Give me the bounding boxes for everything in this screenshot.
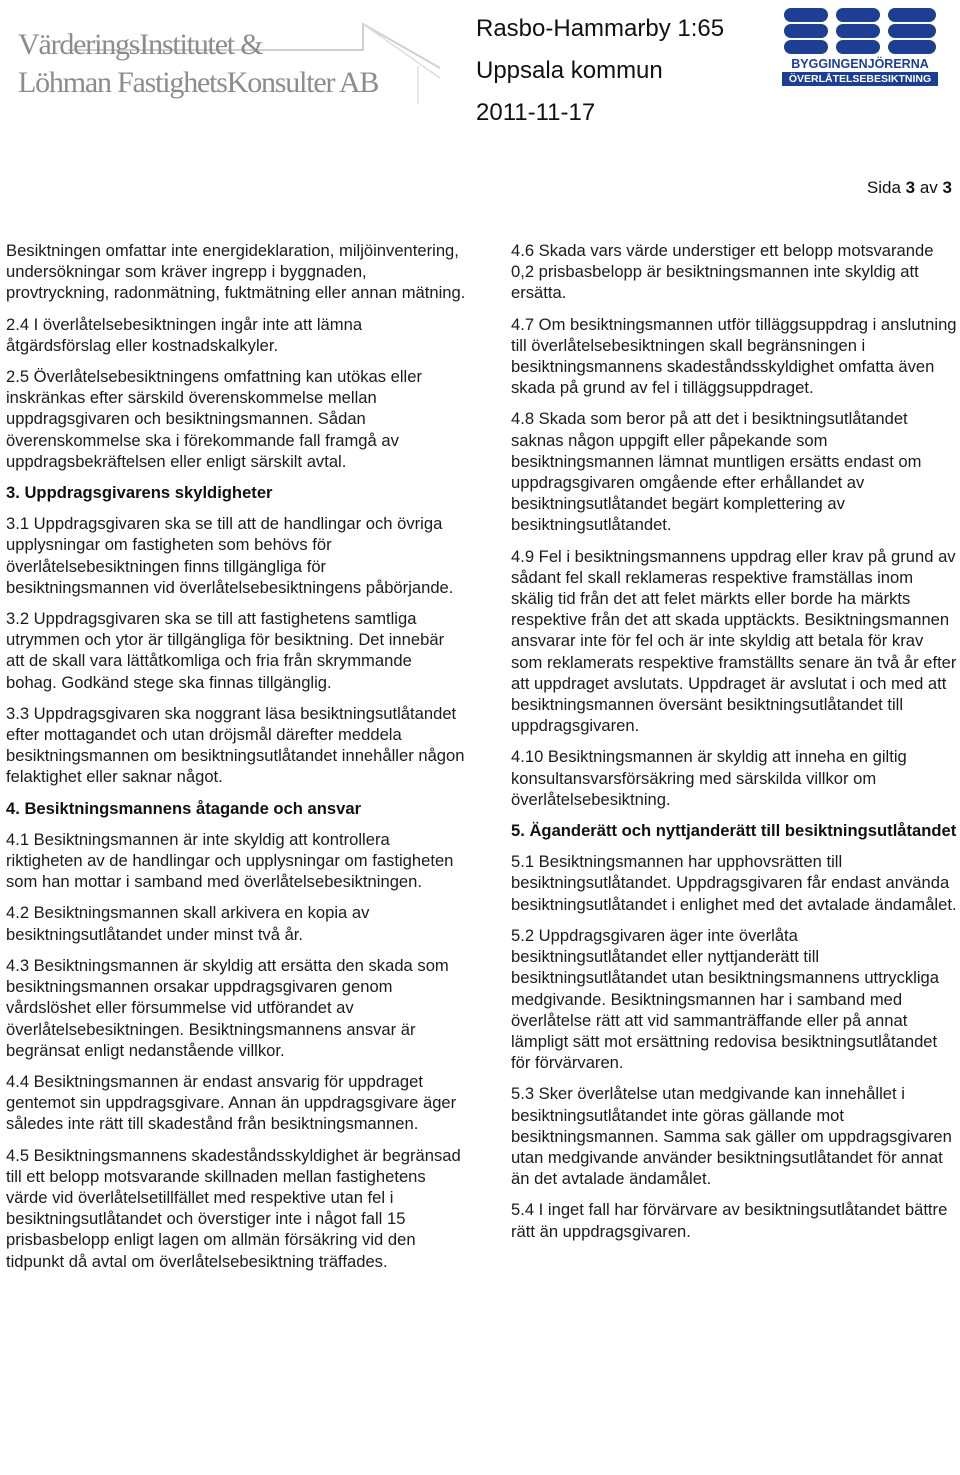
paragraph: 4.4 Besiktningsmannen är endast ansvarig för uppdraget gentemot sin uppdragsgivare. Annan än uppdragsgivare äger således inte rätt till skadestånd från besiktningsmannen. xyxy=(6,1071,457,1134)
logo-text-line2: Löhman FastighetsKonsulter AB xyxy=(18,66,379,99)
byggingenjorerna-logo xyxy=(782,6,938,88)
paragraph: 4.6 Skada vars värde understiger ett belopp motsvarande 0,2 prisbasbelopp är besiktningsmannen inte skyldig att ersätta. xyxy=(511,241,934,303)
paragraph: 4.5 Besiktningsmannens skadeståndsskyldighet är begränsad till ett belopp motsvarande skillnaden mellan fastighetens värde vid överlåtelsetillfället med respektive utan fel i besiktningsutlåtandet och överstiger inte i något fall 15 prisbasbelopp enligt lagen om allmän försäkring vid den tidpunkt då avtal om överlåtelsebesiktning träffades. xyxy=(6,1145,461,1271)
page-total: 3 xyxy=(942,178,952,197)
logo-text-line1: VärderingsInstitutet & xyxy=(18,28,263,61)
section-heading: 3. Uppdragsgivarens skyldigheter xyxy=(6,483,273,503)
document-date: 2011-11-17 xyxy=(476,99,596,126)
document-header xyxy=(476,8,724,134)
paragraph: 4.8 Skada som beror på att det i besiktningsutlåtandet saknas någon uppgift eller påpekande som besiktningsmannen lämnat muntligen ersätts endast om uppdragsgivaren omgående efter erhållandet av besiktningsutlåtandet begärt komplettering av besiktningsutlåtandet. xyxy=(511,409,922,535)
section-heading: 5. Äganderätt och nyttjanderätt till besiktningsutlåtandet xyxy=(511,821,957,841)
paragraph: Besiktningen omfattar inte energideklaration, miljöinventering, undersökningar som kräver ingrepp i byggnaden, provtryckning, radonmätning, fuktmätning eller annan mätning. xyxy=(6,241,466,303)
property-designation: Rasbo-Hammarby 1:65 xyxy=(476,15,725,42)
paragraph: 3.2 Uppdragsgivaren ska se till att fastighetens samtliga utrymmen och ytor är tillgängliga för besiktning. Det innebär att de skall vara lättåtkomliga och fria från skrymmande bohag. Godkänd stege ska finnas tillgänglig. xyxy=(6,609,445,692)
paragraph: 2.5 Överlåtelsebesiktningens omfattning kan utökas eller inskränkas efter särskild överenskommelse mellan uppdragsgivaren och besiktningsmannen. Sådan överenskommelse ska i förekommande fall framgå av uppdragsbekräftelsen eller enligt särskilt avtal. xyxy=(6,367,423,471)
paragraph: 3.1 Uppdragsgivaren ska se till att de handlingar och övriga upplysningar om fastigheten som behövs för överlåtelsebesiktningen finns tillgängliga för besiktningsmannen vid överlåtelsebesiktningens påbörjande. xyxy=(6,514,454,597)
page-prefix: Sida xyxy=(866,178,906,197)
company-logo-left xyxy=(8,8,440,104)
paragraph: 4.7 Om besiktningsmannen utför tilläggsuppdrag i anslutning till överlåtelsebesiktningen skall begränsningen i besiktningsmannens skadeståndsskyldighet omfatta även skada på grund av fel i tilläggsuppdraget. xyxy=(511,314,957,398)
sbr-logo-icon xyxy=(782,6,938,56)
paragraph: 5.2 Uppdragsgivaren äger inte överlåta besiktningsutlåtandet eller nyttjanderätt till besiktningsutlåtandet utan besiktningsmannens uttryckliga medgivande. Besiktningsmannen har i samband med överlåtelse rätt att vid sammanträffande eller på annat lämpligt sätt mot ersättning redovisa besiktningsutlåtandet för förvärvaren. xyxy=(511,925,940,1073)
left-column xyxy=(6,240,466,1282)
paragraph: 2.4 I överlåtelsebesiktningen ingår inte att lämna åtgärdsförslag eller kostnadskalkyler. xyxy=(6,314,363,355)
paragraph: 5.3 Sker överlåtelse utan medgivande kan innehållet i besiktningsutlåtandet inte göras gällande mot besiktningsmannen. Samma sak gäller om uppdragsgivaren utan medgivande använder besiktningsutlåtandet för annat än det avtalade ändamålet. xyxy=(511,1084,952,1189)
right-column xyxy=(511,240,957,1252)
paragraph: 4.1 Besiktningsmannen är inte skyldig att kontrollera riktigheten av de handlingar och upplysningar om fastigheten som han mottar i samband med överlåtelsebesiktningen. xyxy=(6,829,454,892)
page-current: 3 xyxy=(905,178,916,197)
paragraph: 5.4 I inget fall har förvärvare av besiktningsutlåtandet bättre rätt än uppdragsgivaren. xyxy=(511,1200,948,1241)
logo-right-name: BYGGINGENJÖRERNA xyxy=(782,56,938,72)
paragraph: 5.1 Besiktningsmannen har upphovsrätten till besiktningsutlåtandet. Uppdragsgivaren får endast använda besiktningsutlåtandet i enlighet med det avtalade ändamålet. xyxy=(511,852,957,914)
municipality: Uppsala kommun xyxy=(476,57,663,84)
logo-right-subtitle: ÖVERLÅTELSEBESIKTNING xyxy=(782,72,938,86)
paragraph: 4.2 Besiktningsmannen skall arkivera en kopia av besiktningsutlåtandet under minst två år. xyxy=(6,903,370,944)
paragraph: 4.10 Besiktningsmannen är skyldig att inneha en giltig konsultansvarsförsäkring med särskilda villkor om överlåtelsebesiktning. xyxy=(511,747,907,809)
section-heading: 4. Besiktningsmannens åtagande och ansvar xyxy=(6,798,362,818)
paragraph: 4.9 Fel i besiktningsmannens uppdrag eller krav på grund av sådant fel skall reklameras respektive framställas inom skälig tid från det att felet märkts eller borde ha märkts respektive från det att skada upptäckts. Besiktningsmannen ansvarar inte för fel och är inte skyldig att betala för krav som reklamerats respektive framställts senare än två år efter att uppdraget avslutats. Uppdraget är avslutat i och med att besiktningsmannen översänt besiktningsutlåtandet till uppdragsgivaren. xyxy=(511,546,957,736)
paragraph: 3.3 Uppdragsgivaren ska noggrant läsa besiktningsutlåtandet efter mottagandet och utan dröjsmål därefter meddela besiktningsmannen om besiktningsutlåtandet innehåller någon felaktighet eller saknar något. xyxy=(6,703,465,787)
page-of: av xyxy=(915,178,943,197)
page-number xyxy=(867,178,952,198)
paragraph: 4.3 Besiktningsmannen är skyldig att ersätta den skada som besiktningsmannen orsakar uppdragsgivaren genom vårdslöshet eller försummelse vid utförandet av överlåtelsebesiktningen. Besiktningsmannens ansvar är begränsat enligt nedanstående villkor. xyxy=(6,955,449,1060)
